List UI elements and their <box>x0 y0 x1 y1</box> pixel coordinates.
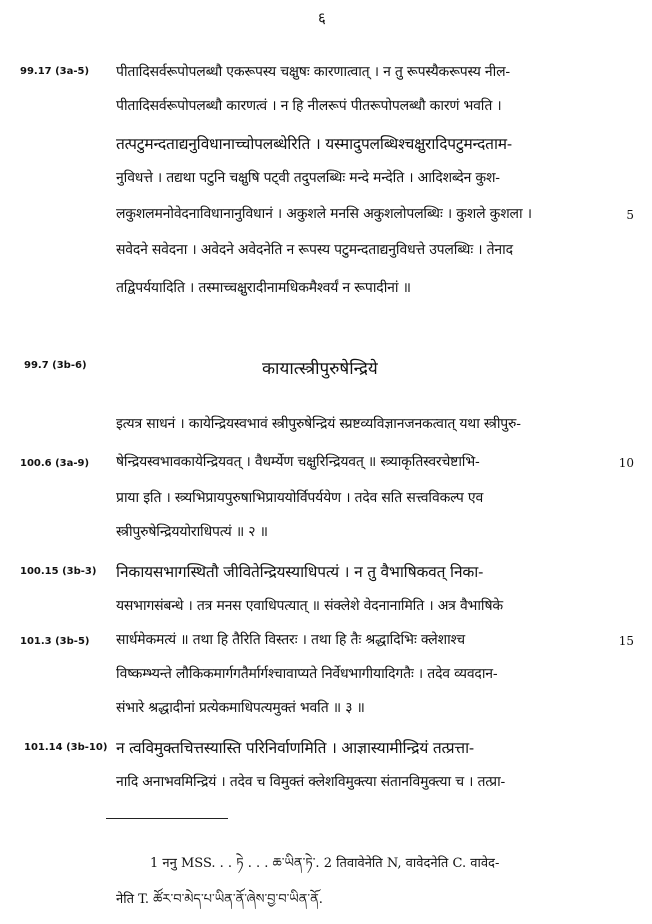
ref-marker: 99.17 (3a-5) <box>20 66 90 77</box>
ref-marker: 101.3 (3b-5) <box>20 636 90 647</box>
margin-line-number: 10 <box>618 456 634 470</box>
text-line: यसभागसंबन्धे । तत्र मनस एवाधिपत्यात् ॥ संक्लेशे वेदनानामिति । अत्र वैभाषिके <box>116 598 503 614</box>
text-line: तद्विपर्ययादिति । तस्माच्चक्षुरादीनामधिकमैश्वर्यं न रूपादीनां ॥ <box>116 280 411 296</box>
ref-marker: 100.6 (3a-9) <box>20 458 90 469</box>
margin-line-number: 5 <box>626 208 634 222</box>
margin-line-number: 15 <box>618 634 634 648</box>
text-line: प्राया इति । स्त्र्यभिप्रायपुरुषाभिप्राययोर्विपर्ययेण । तदेव सति सत्त्वविकल्प एव <box>116 490 484 506</box>
text-line: निकायसभागस्थितौ जीवितेन्द्रियस्याधिपत्यं । न तु वैभाषिकवत् निका- <box>116 563 484 581</box>
ref-marker: 99.7 (3b-6) <box>24 360 87 371</box>
footnote-rule <box>106 818 228 819</box>
text-line: इत्यत्र साधनं । कायेन्द्रियस्वभावं स्त्रीपुरुषेन्द्रियं स्प्रष्टव्यविज्ञानजनकत्वात् यथा स्त्रीपुरु- <box>116 416 521 432</box>
ref-marker: 101.14 (3b-10) <box>24 742 108 753</box>
text-line: सार्धमेकमत्यं ॥ तथा हि तैरिति विस्तरः । तथा हि तैः श्रद्धादिभिः क्लेशाश्च <box>116 632 465 648</box>
text-line: पीतादिसर्वरूपोपलब्धौ कारणत्वं । न हि नीलरूपं पीतरूपोपलब्धौ कारणं भवति । <box>116 98 502 114</box>
text-line: स्त्रीपुरुषेन्द्रिययोराधिपत्यं ॥ २ ॥ <box>116 524 268 540</box>
text-line: संभारे श्रद्धादीनां प्रत्येकमाधिपत्यमुक्तं भवति ॥ ३ ॥ <box>116 700 365 716</box>
text-line: सवेदने सवेदना । अवेदने अवेदनेति न रूपस्य पटुमन्दताद्यनुविधत्ते उपलब्धिः । तेनाद <box>116 242 513 258</box>
section-heading: कायात्स्त्रीपुरुषेन्द्रिये <box>262 359 378 379</box>
footnote-line: नेति T. ཚོར་བ་མེད་པ་ཡིན་ནོ་ཞེས་བྱ་བ་ཡིན་ནོ. <box>116 892 323 907</box>
text-line: लकुशलमनोवेदनाविधानानुविधानं । अकुशले मनसि अकुशलोपलब्धिः । कुशले कुशला । <box>116 206 532 222</box>
text-line: तत्पटुमन्दताद्यनुविधानाच्चोपलब्धेरिति । यस्मादुपलब्धिश्चक्षुरादिपटुमन्दताम- <box>116 135 512 153</box>
text-line: षेन्द्रियस्वभावकायेन्द्रियवत् । वैधर्म्येण चक्षुरिन्द्रियवत् ॥ स्त्र्याकृतिस्वरचेष्टाभि- <box>116 454 480 470</box>
text-line: विष्कम्भ्यन्ते लौकिकमार्गगतैर्मार्गश्चावाप्यते निर्वेधभागीयादिगतैः । तदेव व्यवदान- <box>116 666 498 682</box>
page-number: ६ <box>318 9 326 27</box>
ref-marker: 100.15 (3b-3) <box>20 566 97 577</box>
text-line: नुविधत्ते । तद्यथा पटुनि चक्षुषि पट्वी तदुपलब्धिः मन्दे मन्देति । आदिशब्देन कुश- <box>116 170 500 186</box>
text-line: पीतादिसर्वरूपोपलब्धौ एकरूपस्य चक्षुषः कारणात्वात् । न तु रूपस्यैकरूपस्य नील- <box>116 64 510 80</box>
text-line: न त्वविमुक्तचित्तस्यास्ति परिनिर्वाणमिति । आज्ञास्यामीन्द्रियं तत्प्रत्ता- <box>116 739 474 757</box>
footnote-line: 1 ननु MSS. . . ཏེ . . . ཆ་ཡིན་ཏེ་. 2 तिवावेनेति N, वावेदनेति C. वावेद- <box>150 856 500 871</box>
text-line: नादि अनाभवमिन्द्रियं । तदेव च विमुक्तं क्लेशविमुक्त्या संतानविमुक्त्या च । तत्प्रा- <box>116 774 506 790</box>
